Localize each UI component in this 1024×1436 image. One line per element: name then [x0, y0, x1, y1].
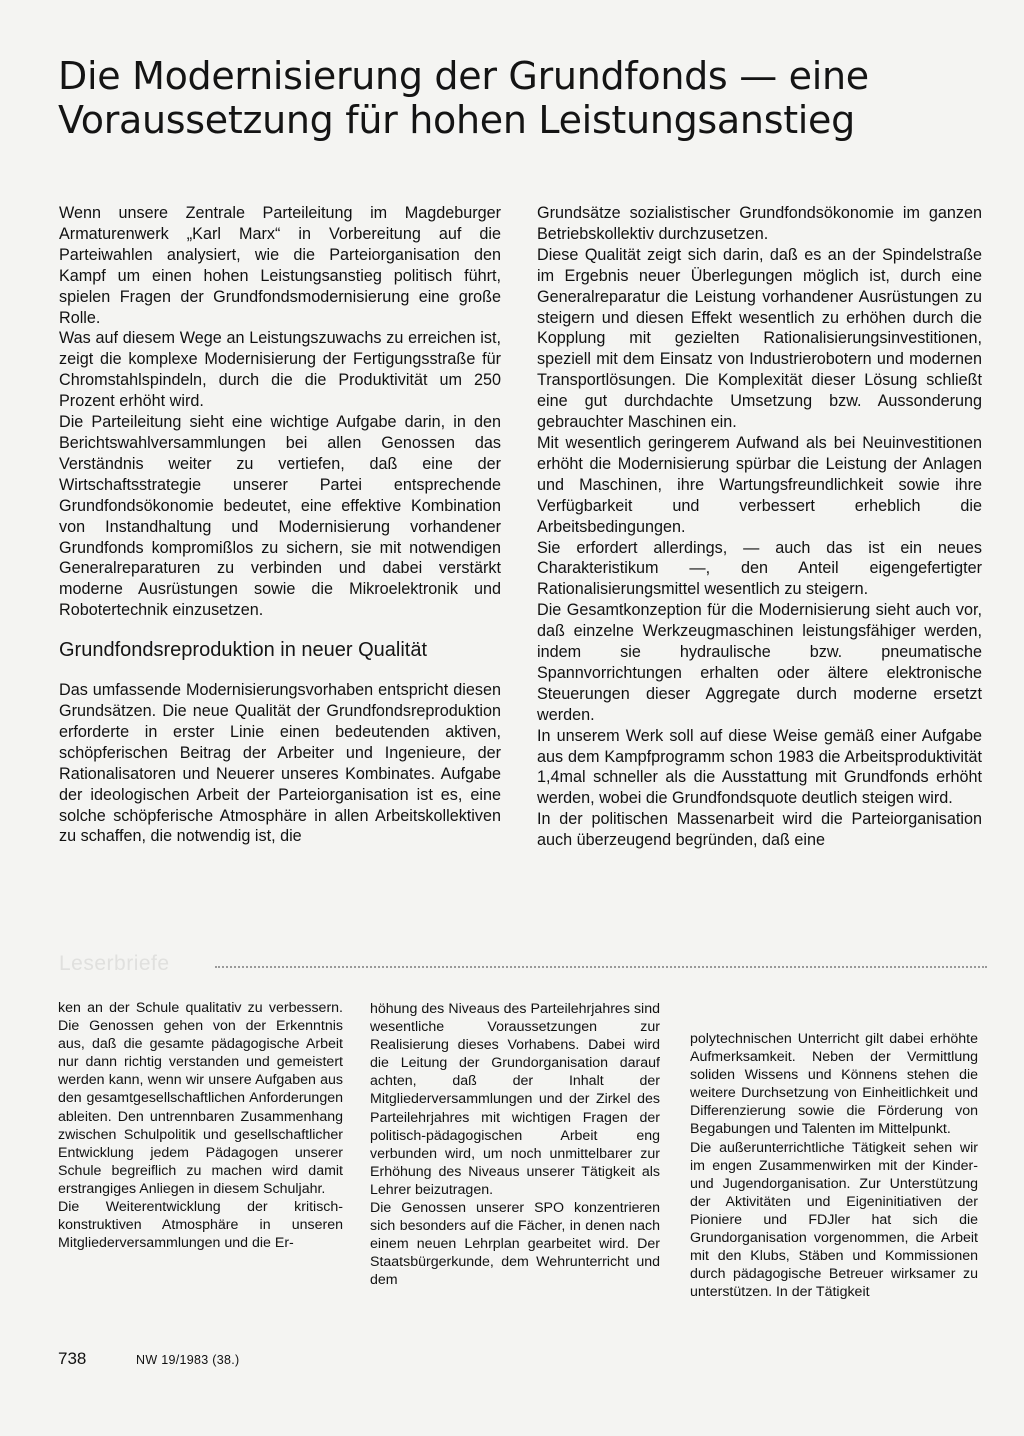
article-paragraph: In unserem Werk soll auf diese Weise gemäß einer Aufgabe aus dem Kampfprogramm schon 1983 die Arbeitsproduktivität 1,4mal schneller als die Ausstattung mit Grundfonds erhöht werden, wobei die Grundfondsquote deutlich steigen wird.: [537, 726, 982, 808]
section-label: Leserbriefe: [59, 952, 170, 975]
article-paragraph: Sie erfordert allerdings, — auch das ist ein neues Charakteristikum —, den Anteil eigengefertigter Rationalisierungsmittel wesentlich zu steigern.: [537, 538, 982, 599]
issue-label: NW 19/1983 (38.): [136, 1353, 240, 1367]
letter-paragraph: ken an der Schule qualitativ zu verbessern. Die Genossen gehen von der Erkenntnis aus, daß die gesamte pädagogische Arbeit nur dann richtig verstanden und gemeistert werden kann, wenn wir unsere Aufgaben aus den gesamtgesellschaftlichen Anforderungen ableiten. Den untrennbaren Zusammenhang zwischen Schulpolitik und gesellschaftlicher Entwicklung jedem Pädagogen unserer Schule begreiflich zu machen wird damit erstrangiges Anliegen in diesem Schuljahr.: [58, 1000, 343, 1197]
dotted-rule: [215, 966, 987, 968]
article-paragraph: Mit wesentlich geringerem Aufwand als bei Neuinvestitionen erhöht die Modernisierung spürbar die Leistung der Anlagen und Maschinen, ihre Wartungsfreundlichkeit sowie ihre Verfügbarkeit und verbessert erheblich die Arbeitsbedingungen.: [537, 433, 982, 536]
subheading: Grundfondsreproduktion in neuer Qualität: [59, 639, 428, 662]
letter-paragraph: Die Genossen unserer SPO konzentrieren sich besonders auf die Fächer, in denen nach einem neuen Lehrplan gearbeitet wird. Der Staatsbürgerkunde, dem Wehrunterricht und dem: [370, 1200, 660, 1289]
article-paragraph: Das umfassende Modernisierungsvorhaben entspricht diesen Grundsätzen. Die neue Qualität der Grundfondsreproduktion erforderte in erster Linie einen bedeutenden aktiven, schöpferischen Beitrag der Arbeiter und Ingenieure, der Rationalisatoren und Neuerer unseres Kombinates. Aufgabe der ideologischen Arbeit der Parteiorganisation ist es, eine solche schöpferische Atmosphäre in allen Arbeitskollektiven zu schaffen, die notwendig ist, die: [59, 681, 501, 846]
letter-paragraph: Die Weiterentwicklung der kritisch-konstruktiven Atmosphäre in unseren Mitgliederversammlungen und die Er-: [58, 1199, 343, 1252]
letters-column-1: [58, 999, 343, 1252]
article-paragraph: In der politischen Massenarbeit wird die Parteiorganisation auch überzeugend begründen, daß eine: [537, 810, 982, 850]
article-paragraph: Diese Qualität zeigt sich darin, daß es an der Spindelstraße im Ergebnis neuer Überlegungen möglich ist, durch eine Generalreparatur die Leistung vorhandener Ausrüstungen zu steigern und diesen Effekt wesentlich zu erhöhen durch die Kopplung mit gezielten Rationalisierungsinvestitionen, speziell mit dem Einsatz von Industrierobotern und modernen Transportlösungen. Die Komplexität dieser Lösung schließt eine gut durchdachte Umsetzung bzw. Aussonderung gebrauchter Maschinen ein.: [537, 245, 982, 432]
article-column-left: [59, 203, 501, 847]
article-paragraph: Grundsätze sozialistischer Grundfondsökonomie im ganzen Betriebskollektiv durchzusetzen.: [537, 204, 982, 243]
article-paragraph: Wenn unsere Zentrale Parteileitung im Magdeburger Armaturenwerk „Karl Marx“ in Vorbereitung auf die Parteiwahlen analysiert, wie die Parteiorganisation den Kampf um einen hohen Leistungsanstieg politisch führt, spielen Fragen der Grundfondsmodernisierung eine große Rolle.: [59, 204, 501, 327]
page-footer: [58, 1349, 458, 1371]
letter-paragraph: polytechnischen Unterricht gilt dabei erhöhte Aufmerksamkeit. Neben der Vermittlung soliden Wissens und Könnens stehen die weitere Durchsetzung von Einheitlichkeit und Differenzierung sowie die Förderung von Begabungen und Talenten im Mittelpunkt.: [690, 1031, 978, 1138]
letters-column-3: [690, 1030, 978, 1301]
letter-paragraph: höhung des Niveaus des Parteilehrjahres sind wesentliche Voraussetzungen zur Realisierung dieses Vorhabens. Dabei wird die Leitung der Grundorganisation darauf achten, daß der Inhalt der Mitgliederversammlungen und der Zirkel des Parteilehrjahres mit wichtigen Fragen der politisch-pädagogischen Arbeit eng verbunden wird, um noch unmittelbarer zur Erhöhung des Niveaus unserer Tätigkeit als Lehrer beizutragen.: [370, 1001, 660, 1198]
article-paragraph: Was auf diesem Wege an Leistungszuwachs zu erreichen ist, zeigt die komplexe Modernisierung der Fertigungsstraße für Chromstahlspindeln, durch die die Produktivität um 250 Prozent erhöht wird.: [59, 329, 501, 411]
section-divider: [57, 952, 987, 976]
headline: Die Modernisierung der Grundfonds — eine Voraussetzung für hohen Leistungsanstieg: [58, 54, 869, 142]
page-number: 738: [58, 1349, 87, 1368]
letter-paragraph: Die außerunterrichtliche Tätigkeit sehen wir im engen Zusammenwirken mit der Kinder- und Jugendorganisation. Zur Unterstützung der Aktivitäten und Eigeninitiativen der Pioniere und FDJler hat sich die Grundorganisation vorgenommen, die Arbeit mit den Klubs, Stäben und Kommissionen durch pädagogische Betreuer wirksamer zu unterstützen. In der Tätigkeit: [690, 1139, 978, 1301]
article-paragraph: Die Parteileitung sieht eine wichtige Aufgabe darin, in den Berichtswahlversammlungen bei allen Genossen das Verständnis weiter zu vertiefen, daß eine der Wirtschaftsstrategie unserer Partei entsprechende Grundfondsökonomie bedeutet, eine effektive Kombination von Instandhaltung und Modernisierung vorhandener Grundfonds kompromißlos zu sichern, sie mit notwendigen Generalreparaturen zu verbinden und dabei verstärkt moderne Ausrüstungen sowie die Mikroelektronik und Robotertechnik einzusetzen.: [59, 413, 501, 620]
article-paragraph: Die Gesamtkonzeption für die Modernisierung sieht auch vor, daß einzelne Werkzeugmaschinen leistungsfähiger werden, indem sie hydraulische bzw. pneumatische Spannvorrichtungen erhalten oder ältere elektronische Steuerungen dieser Aggregate durch moderne ersetzt werden.: [537, 601, 982, 724]
letters-column-2: [370, 1000, 660, 1290]
article-column-right: [537, 203, 982, 851]
